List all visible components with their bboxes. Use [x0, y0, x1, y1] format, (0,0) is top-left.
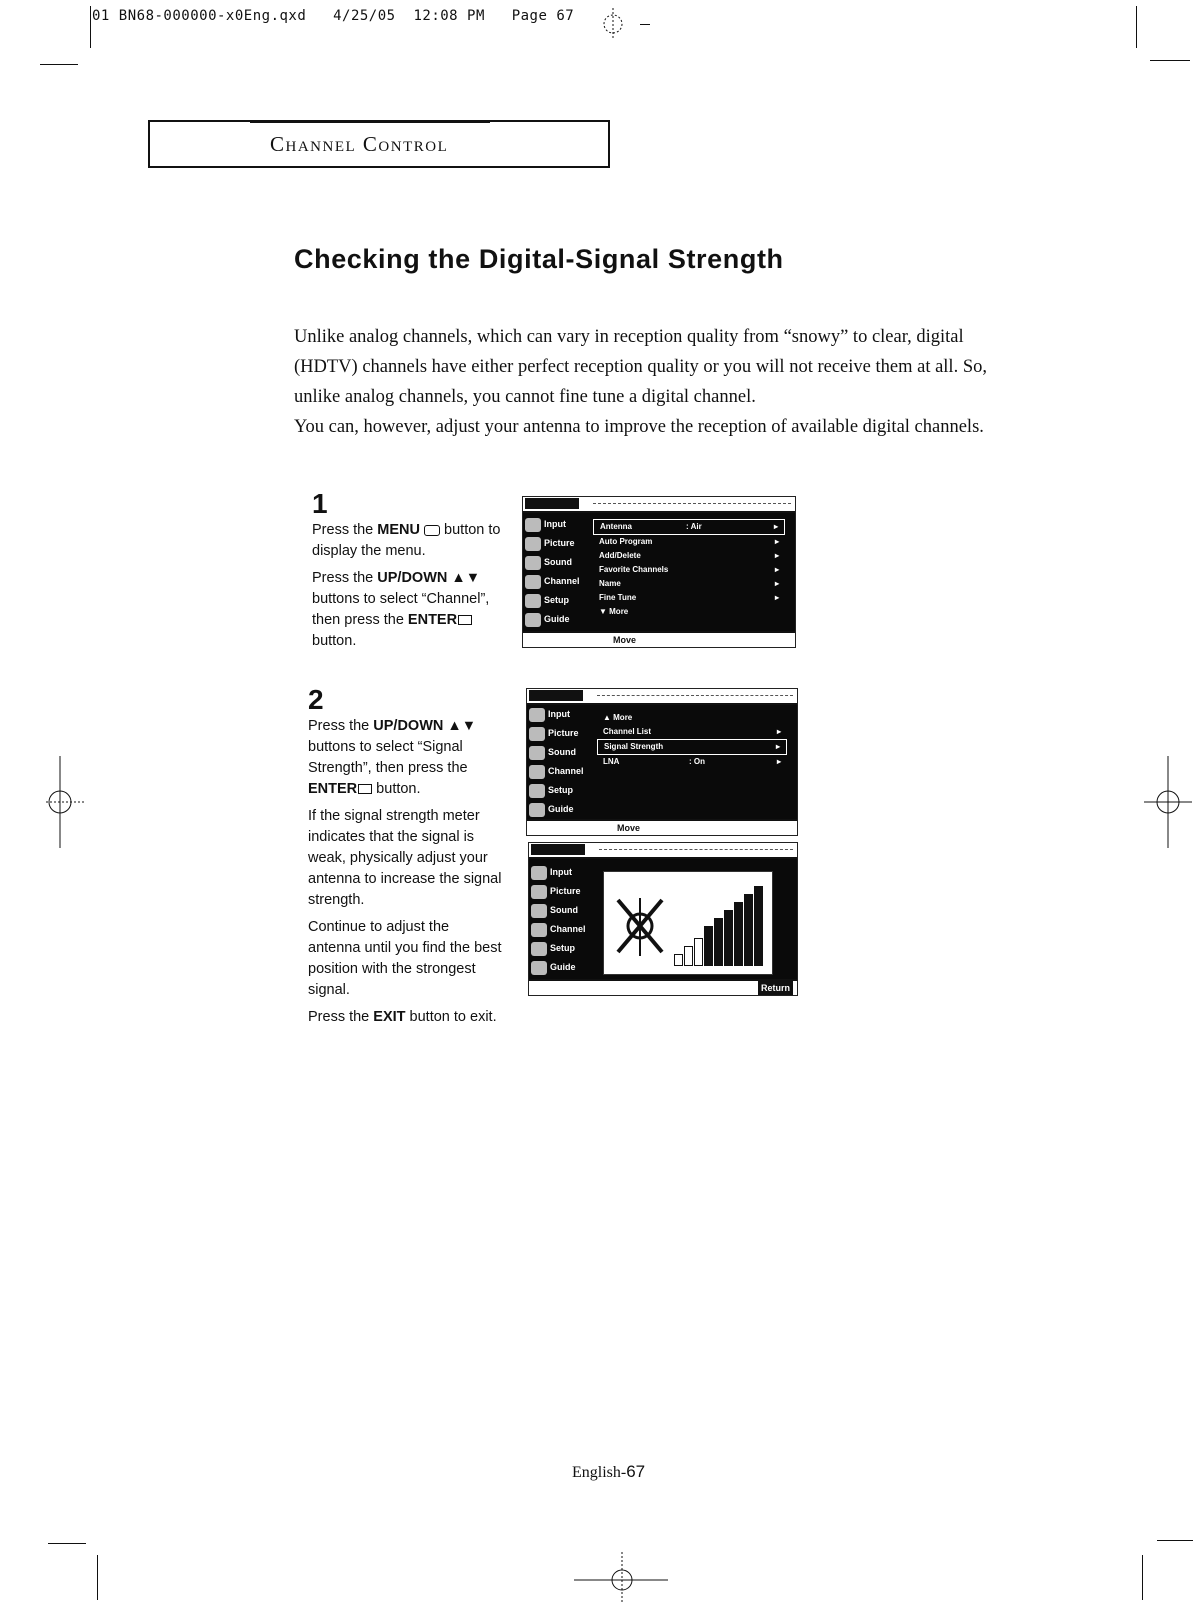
- step-2: [308, 684, 504, 1034]
- osd-nav-icon: [531, 942, 547, 956]
- submenu-arrow-icon: ▸: [774, 537, 779, 546]
- osd-nav-item: [525, 591, 589, 609]
- footer-language: English-: [572, 1464, 627, 1481]
- osd-menu-item: [593, 535, 785, 549]
- signal-bar: [754, 886, 763, 966]
- osd-brand: [525, 498, 579, 509]
- osd-menu-item: [593, 577, 785, 591]
- osd-nav-label: Picture: [550, 886, 581, 896]
- crop-mark: [48, 1543, 86, 1544]
- osd-screenshot-channel-menu: [522, 496, 796, 648]
- text-run: button to exit.: [405, 1009, 497, 1025]
- osd-nav-icon: [525, 556, 541, 570]
- signal-bar: [684, 946, 693, 966]
- submenu-arrow-icon: ▸: [776, 757, 781, 766]
- osd-top-bar: [527, 689, 797, 705]
- osd-move-hint: Move: [613, 635, 637, 645]
- osd-nav-label: Setup: [550, 943, 576, 953]
- osd-nav-icon: [529, 727, 545, 741]
- osd-nav-label: Channel: [544, 576, 580, 586]
- osd-nav-label: Setup: [544, 595, 570, 605]
- osd-menu: [597, 711, 787, 769]
- slug-date: 4/25/05: [333, 8, 396, 24]
- osd-bottom-bar: [529, 979, 797, 995]
- step-paragraph: [312, 520, 512, 562]
- osd-nav-label: Input: [550, 867, 572, 877]
- osd-sidebar: [523, 513, 589, 631]
- osd-nav-item: [525, 572, 589, 590]
- text-run: Press the: [308, 718, 374, 734]
- osd-move-hint: Move: [617, 823, 641, 833]
- step-1: [312, 488, 512, 658]
- intro-paragraph: You can, however, adjust your antenna to improve the reception of available digital channels.: [294, 417, 984, 437]
- osd-menu-item: [593, 605, 785, 619]
- osd-menu-item: [593, 591, 785, 605]
- step-paragraph: [308, 716, 504, 800]
- osd-nav-item: [529, 762, 593, 780]
- osd-menu: [593, 519, 785, 619]
- osd-menu-label: LNA: [603, 757, 620, 766]
- enter-key-label: ENTER: [407, 612, 458, 628]
- menu-key-label: MENU: [377, 522, 420, 538]
- osd-menu-label: Signal Strength: [604, 742, 664, 751]
- osd-nav-item: [525, 610, 589, 628]
- osd-nav-label: Guide: [544, 614, 570, 624]
- slug-time: 12:08 PM: [413, 8, 485, 24]
- submenu-arrow-icon: ▸: [774, 593, 779, 602]
- osd-menu-item: [593, 549, 785, 563]
- osd-nav-label: Picture: [544, 538, 575, 548]
- osd-menu-label: Add/Delete: [599, 551, 641, 560]
- osd-menu-item: [597, 711, 787, 725]
- osd-nav-icon: [531, 904, 547, 918]
- page-title: Checking the Digital-Signal Strength: [294, 244, 784, 274]
- osd-nav-item: [531, 920, 595, 938]
- updown-key-label: UP/DOWN ▲▼: [373, 718, 477, 734]
- text-run: button.: [372, 781, 421, 797]
- step-instructions: [308, 716, 504, 1028]
- osd-nav-item: [525, 534, 589, 552]
- osd-top-bar: [523, 497, 795, 513]
- osd-nav-label: Guide: [548, 804, 574, 814]
- section-header-rule: [250, 120, 490, 123]
- osd-nav-item: [529, 705, 593, 723]
- osd-nav-label: Input: [544, 519, 566, 529]
- text-run: button to display the menu.: [312, 522, 501, 559]
- intro-text: [294, 322, 1004, 442]
- osd-nav-label: Input: [548, 709, 570, 719]
- osd-nav-label: Channel: [550, 924, 586, 934]
- registration-target-icon: [26, 750, 90, 854]
- print-slug: [92, 8, 574, 24]
- submenu-arrow-icon: ▸: [776, 727, 781, 736]
- updown-key-label: UP/DOWN ▲▼: [377, 570, 481, 586]
- step-number: 1: [312, 488, 328, 519]
- submenu-arrow-icon: ▸: [774, 565, 779, 574]
- osd-screenshot-signal-meter: [528, 842, 798, 996]
- slug-page-number: 67: [556, 8, 575, 24]
- antenna-icon: [610, 890, 670, 962]
- text-run: buttons to select “Signal Strength”, then press the: [308, 739, 468, 776]
- osd-nav-label: Sound: [548, 747, 576, 757]
- signal-bar: [734, 902, 743, 966]
- signal-bars: [674, 886, 764, 966]
- enter-key-icon: [458, 615, 472, 625]
- enter-key-label: ENTER: [308, 781, 358, 797]
- osd-nav-icon: [531, 923, 547, 937]
- osd-nav-icon: [531, 961, 547, 975]
- submenu-arrow-icon: ▸: [774, 551, 779, 560]
- step-paragraph: [308, 1007, 504, 1028]
- text-run: buttons to select “Channel”, then press the: [312, 591, 490, 628]
- osd-nav-item: [531, 958, 595, 976]
- slug-page-label: Page: [511, 8, 548, 24]
- osd-nav-icon: [525, 537, 541, 551]
- submenu-arrow-icon: ▸: [774, 579, 779, 588]
- osd-brand: [529, 690, 583, 701]
- osd-menu-label: Name: [599, 579, 621, 588]
- osd-menu-label: ▲ More: [603, 713, 633, 722]
- osd-menu-label: Fine Tune: [599, 593, 637, 602]
- osd-nav-label: Setup: [548, 785, 574, 795]
- osd-nav-label: Sound: [544, 557, 572, 567]
- osd-nav-item: [529, 724, 593, 742]
- signal-bar: [674, 954, 683, 966]
- step-paragraph: Continue to adjust the antenna until you find the best position with the strongest signal.: [308, 919, 502, 998]
- osd-menu-label: Channel List: [603, 727, 652, 736]
- slug-file: 01 BN68-000000-x0Eng.qxd: [92, 8, 307, 24]
- osd-nav-item: [531, 863, 595, 881]
- crop-mark: [97, 1555, 98, 1600]
- step-number: 2: [308, 684, 324, 715]
- return-label: Return: [758, 981, 793, 995]
- osd-menu-item: [597, 755, 787, 769]
- osd-menu-item: [597, 725, 787, 739]
- osd-nav-icon: [531, 866, 547, 880]
- osd-menu-value: : On: [689, 757, 705, 766]
- osd-top-bar: [529, 843, 797, 859]
- osd-nav-item: [529, 743, 593, 761]
- menu-key-icon: [424, 525, 440, 536]
- page-footer: [572, 1462, 645, 1482]
- osd-menu-item: [597, 739, 787, 755]
- osd-screenshot-channel-menu-2: [526, 688, 798, 836]
- text-run: button.: [312, 633, 357, 649]
- crop-mark: [40, 64, 78, 65]
- osd-nav-icon: [529, 746, 545, 760]
- submenu-arrow-icon: ▸: [775, 742, 780, 751]
- osd-menu-item: [593, 563, 785, 577]
- signal-strength-meter: [603, 871, 773, 975]
- osd-bottom-bar: [527, 819, 797, 835]
- signal-bar: [724, 910, 733, 966]
- osd-nav-label: Guide: [550, 962, 576, 972]
- footer-page-number: 67: [626, 1462, 646, 1481]
- osd-nav-item: [531, 939, 595, 957]
- osd-nav-icon: [529, 784, 545, 798]
- step-paragraph: If the signal strength meter indicates that the signal is weak, physically adjust your antenna to increase the signal strength.: [308, 808, 502, 908]
- osd-nav-item: [525, 553, 589, 571]
- step-paragraph: [312, 568, 512, 652]
- osd-nav-icon: [525, 518, 541, 532]
- text-run: Press the: [312, 522, 378, 538]
- osd-bottom-bar: [523, 631, 795, 647]
- osd-menu-label: Favorite Channels: [599, 565, 669, 574]
- exit-key-label: EXIT: [373, 1009, 406, 1025]
- osd-nav-icon: [529, 803, 545, 817]
- osd-nav-item: [529, 800, 593, 818]
- osd-menu-label: Antenna: [600, 522, 632, 531]
- signal-bar: [704, 926, 713, 966]
- osd-nav-icon: [529, 708, 545, 722]
- osd-nav-icon: [531, 885, 547, 899]
- registration-target-icon: [588, 0, 638, 42]
- step-instructions: [312, 520, 512, 652]
- osd-nav-label: Picture: [548, 728, 579, 738]
- osd-brand: [531, 844, 585, 855]
- crop-mark: [1150, 60, 1190, 61]
- osd-menu-item: [593, 519, 785, 535]
- submenu-arrow-icon: ▸: [773, 522, 778, 531]
- crop-mark: [640, 24, 650, 25]
- registration-target-icon: [1140, 750, 1194, 854]
- crop-mark: [1157, 1540, 1193, 1541]
- osd-nav-icon: [525, 575, 541, 589]
- osd-menu-value: : Air: [686, 522, 702, 531]
- osd-nav-label: Sound: [550, 905, 578, 915]
- text-run: Press the: [312, 570, 378, 586]
- osd-menu-label: Auto Program: [599, 537, 653, 546]
- osd-nav-label: Channel: [548, 766, 584, 776]
- osd-nav-item: [531, 901, 595, 919]
- osd-nav-icon: [525, 594, 541, 608]
- text-run: Press the: [308, 1009, 374, 1025]
- osd-nav-item: [531, 882, 595, 900]
- crop-mark: [1142, 1555, 1143, 1600]
- signal-bar: [744, 894, 753, 966]
- osd-sidebar: [527, 705, 593, 819]
- osd-menu-label: ▼ More: [599, 607, 629, 616]
- osd-sidebar: [529, 859, 595, 979]
- registration-target-icon: [572, 1550, 672, 1604]
- osd-nav-icon: [525, 613, 541, 627]
- crop-mark: [90, 6, 91, 48]
- enter-key-icon: [358, 784, 372, 794]
- section-title: Channel Control: [270, 132, 449, 156]
- osd-nav-icon: [529, 765, 545, 779]
- signal-bar: [694, 938, 703, 966]
- section-header: [148, 120, 610, 168]
- osd-nav-item: [525, 515, 589, 533]
- signal-bar: [714, 918, 723, 966]
- intro-paragraph: Unlike analog channels, which can vary in reception quality from “snowy” to clear, digital (HDTV) channels have either perfect reception quality or you will not receive them at all. So, unlike analog channels, you cannot fine tune a digital channel.: [294, 327, 987, 407]
- crop-mark: [1136, 6, 1137, 48]
- osd-nav-item: [529, 781, 593, 799]
